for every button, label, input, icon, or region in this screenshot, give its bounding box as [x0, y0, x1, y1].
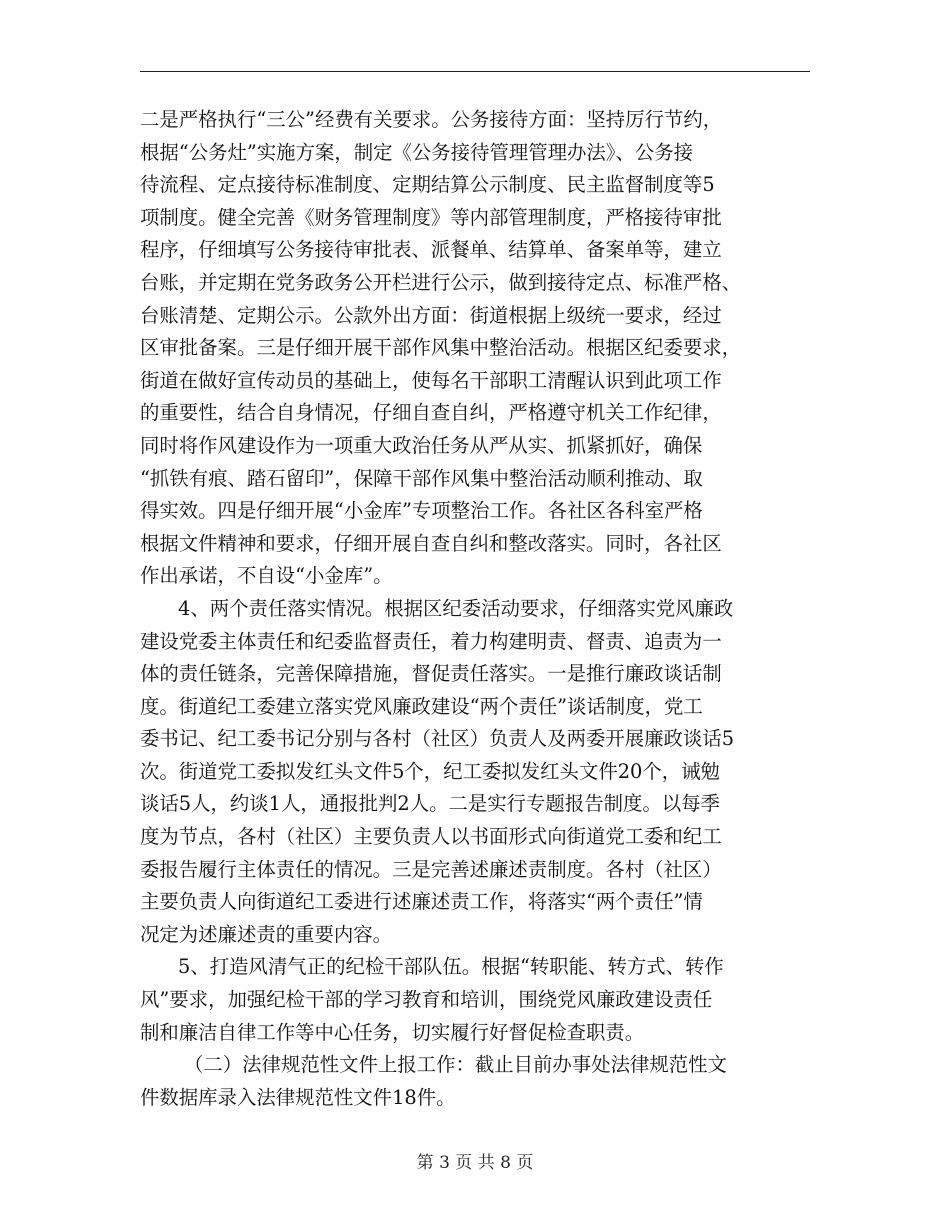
text-line: 二是严格执行“三公”经费有关要求。公务接待方面：坚持厉行节约，	[140, 108, 723, 131]
paragraph-p2	[140, 593, 812, 952]
text-line: 度。街道纪工委建立落实党风廉政建设“两个责任”谈话制度，党工	[140, 694, 703, 718]
text-line: 台账，并定期在党务政务公开栏进行公示，做到接待定点、标准严格、	[140, 270, 742, 294]
text-line: 程序，仔细填写公务接待审批表、派餐单、结算单、备案单等，建立	[140, 238, 722, 262]
text-line: 风”要求，加强纪检干部的学习教育和培训，围绕党风廉政建设责任	[140, 988, 713, 1012]
text-line: 区审批备案。三是仔细开展干部作风集中整治活动。根据区纪委要求，	[140, 336, 742, 360]
text-line: 委书记、纪工委书记分别与各村（社区）负责人及两委开展廉政谈话5	[140, 727, 735, 751]
text-line: 度为节点，各村（社区）主要负责人以书面形式向街道党工委和纪工	[140, 825, 722, 849]
text-line: 项制度。健全完善《财务管理制度》等内部管理制度，严格接待审批	[140, 205, 722, 229]
paragraph-p4	[140, 1049, 812, 1114]
text-line: 根据文件精神和要求，仔细开展自查自纠和整改落实。同时，各社区	[140, 531, 722, 555]
document-body	[140, 104, 812, 1114]
text-line: 同时将作风建设作为一项重大政治任务从严从实、抓紧抓好，确保	[140, 433, 703, 457]
text-line: 4、两个责任落实情况。根据区纪委活动要求，仔细落实党风廉政	[178, 596, 734, 620]
text-line: 建设党委主体责任和纪委监督责任，着力构建明责、督责、追责为一	[140, 629, 722, 653]
text-line: 街道在做好宣传动员的基础上，使每名干部职工清醒认识到此项工作	[140, 368, 722, 392]
text-line: 委报告履行主体责任的情况。三是完善述廉述责制度。各村（社区）	[140, 857, 722, 881]
text-line: 主要负责人向街道纪工委进行述廉述责工作，将落实“两个责任”情	[140, 890, 703, 914]
text-line: 谈话5人，约谈1人，通报批判2人。二是实行专题报告制度。以每季	[140, 792, 720, 816]
text-line: 件数据库录入法律规范性文件18件。	[140, 1085, 456, 1109]
paragraph-p3	[140, 951, 812, 1049]
header-rule	[140, 71, 810, 72]
text-line: 台账清楚、定期公示。公款外出方面：街道根据上级统一要求，经过	[140, 303, 722, 327]
text-line: 制和廉洁自律工作等中心任务，切实履行好督促检查职责。	[140, 1020, 645, 1044]
text-line: 待流程、定点接待标准制度、定期结算公示制度、民主监督制度等5	[140, 173, 715, 197]
text-line: 根据“公务灶”实施方案，制定《公务接待管理管理办法》、公务接	[140, 140, 694, 164]
text-line: 作出承诺，不自设“小金库”。	[140, 564, 393, 588]
text-line: 得实效。四是仔细开展“小金库”专项整治工作。各社区各科室严格	[140, 499, 703, 523]
text-line: 的重要性，结合自身情况，仔细自查自纠，严格遵守机关工作纪律，	[140, 401, 722, 425]
text-line: 次。街道党工委拟发红头文件5个，纪工委拟发红头文件20个，诫勉	[140, 759, 720, 783]
page-footer: 第 3 页 共 8 页	[416, 1153, 534, 1173]
paragraph-p1	[140, 104, 812, 593]
text-line: “抓铁有痕、踏石留印”，保障干部作风集中整治活动顺利推动、取	[140, 466, 703, 490]
text-line: 5、打造风清气正的纪检干部队伍。根据“转职能、转方式、转作	[178, 955, 724, 979]
text-line: （二）法律规范性文件上报工作：截止目前办事处法律规范性文	[184, 1053, 727, 1077]
text-line: 况定为述廉述责的重要内容。	[140, 922, 393, 946]
text-line: 体的责任链条，完善保障措施，督促责任落实。一是推行廉政谈话制	[140, 662, 722, 686]
